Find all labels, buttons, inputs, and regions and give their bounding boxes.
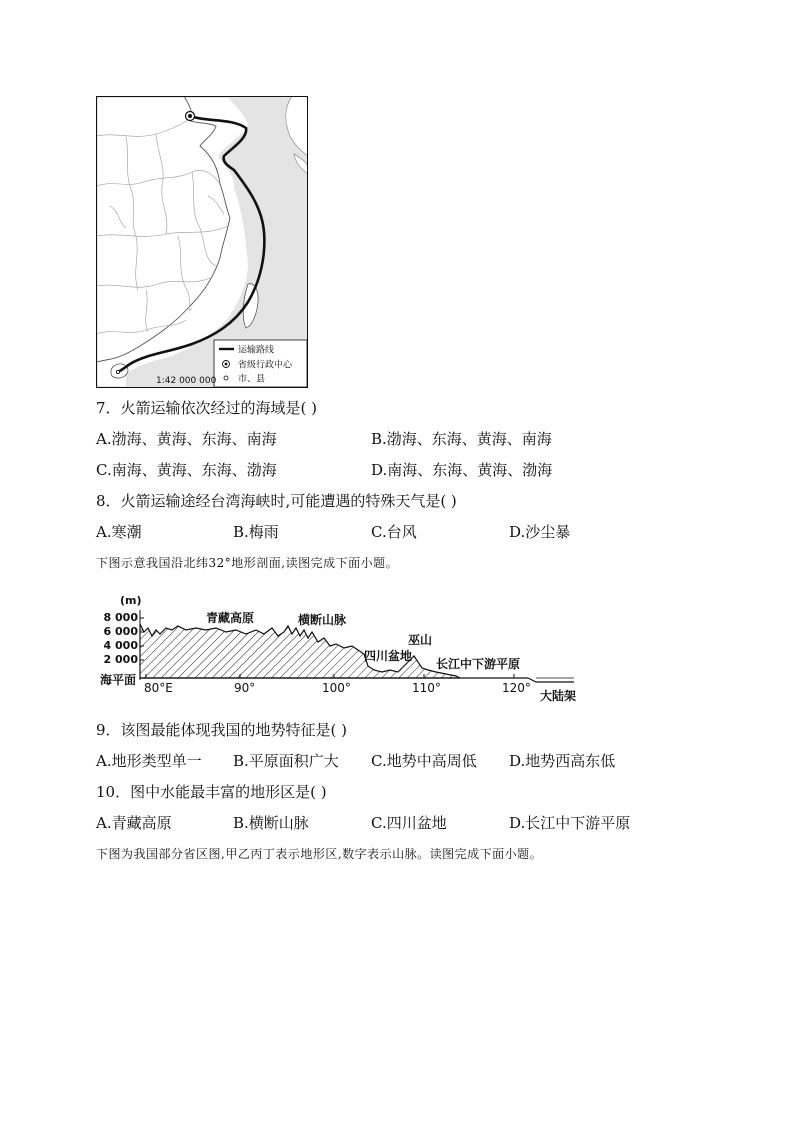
q10-stem: 10．图中水能最丰富的地形区是( ) xyxy=(96,783,327,801)
q7-option-c[interactable]: C.南海、黄海、东海、渤海 xyxy=(96,461,277,479)
q7-stem: 7．火箭运输依次经过的海域是( ) xyxy=(96,399,318,417)
city-marker-icon xyxy=(116,370,119,373)
x-tick-110: 110° xyxy=(412,681,441,695)
q9-option-c[interactable]: C.地势中高周低 xyxy=(371,752,477,770)
x-tick-90: 90° xyxy=(234,681,256,695)
q10-option-a[interactable]: A.青藏高原 xyxy=(96,814,172,832)
legend-city-icon xyxy=(224,376,228,380)
q7-option-d[interactable]: D.南海、东海、黄海、渤海 xyxy=(371,461,553,479)
q7-option-b[interactable]: B.渤海、东海、黄海、南海 xyxy=(371,430,552,448)
q9-option-d[interactable]: D.地势西高东低 xyxy=(509,752,616,770)
q7-option-a[interactable]: A.渤海、黄海、东海、南海 xyxy=(96,430,277,448)
q10-option-c[interactable]: C.四川盆地 xyxy=(371,814,447,832)
label-hengduan-mountains: 横断山脉 xyxy=(298,613,347,627)
q8-stem: 8．火箭运输途经台湾海峡时,可能遭遇的特殊天气是( ) xyxy=(96,492,457,510)
label-continental-shelf: 大陆架 xyxy=(540,689,577,703)
map-scale: 1:42 000 000 xyxy=(156,376,217,386)
y-axis-unit: (m) xyxy=(120,594,142,607)
legend-city-label: 市、县 xyxy=(238,374,266,385)
map-legend xyxy=(214,340,307,387)
continental-shelf xyxy=(528,678,574,682)
y-tick-2000: 2 000 xyxy=(103,653,138,666)
x-tick-120: 120° xyxy=(502,681,531,695)
section-intro-provinces: 下图为我国部分省区图,甲乙丙丁表示地形区,数字表示山脉。读图完成下面小题。 xyxy=(96,847,543,861)
q9-option-b[interactable]: B.平原面积广大 xyxy=(233,752,339,770)
label-sichuan-basin: 四川盆地 xyxy=(364,649,413,663)
terrain-profile-32n xyxy=(96,590,586,708)
q8-option-a[interactable]: A.寒潮 xyxy=(96,523,142,541)
y-tick-8000: 8 000 xyxy=(103,611,138,624)
y-tick-6000: 6 000 xyxy=(103,625,138,638)
q8-option-d[interactable]: D.沙尘暴 xyxy=(509,523,571,541)
q9-option-a[interactable]: A.地形类型单一 xyxy=(96,752,202,770)
q8-option-c[interactable]: C.台风 xyxy=(371,523,417,541)
section-intro-profile: 下图示意我国沿北纬32°地形剖面,读图完成下面小题。 xyxy=(96,556,399,570)
q10-option-d[interactable]: D.长江中下游平原 xyxy=(509,814,631,832)
legend-route-label: 运输路线 xyxy=(238,345,275,356)
rocket-route-map xyxy=(96,96,308,388)
legend-provincial-label: 省级行政中心 xyxy=(238,360,293,371)
y-tick-4000: 4 000 xyxy=(103,639,138,652)
label-wushan: 巫山 xyxy=(408,633,433,647)
q10-option-b[interactable]: B.横断山脉 xyxy=(233,814,309,832)
sea-level-label: 海平面 xyxy=(100,673,137,687)
label-qinghai-tibet-plateau: 青藏高原 xyxy=(206,611,255,625)
x-tick-100: 100° xyxy=(322,681,351,695)
q8-option-b[interactable]: B.梅雨 xyxy=(233,523,279,541)
x-tick-80e: 80°E xyxy=(144,681,173,695)
q9-stem: 9．该图最能体现我国的地势特征是( ) xyxy=(96,721,348,739)
label-yangtze-plain: 长江中下游平原 xyxy=(436,657,521,671)
